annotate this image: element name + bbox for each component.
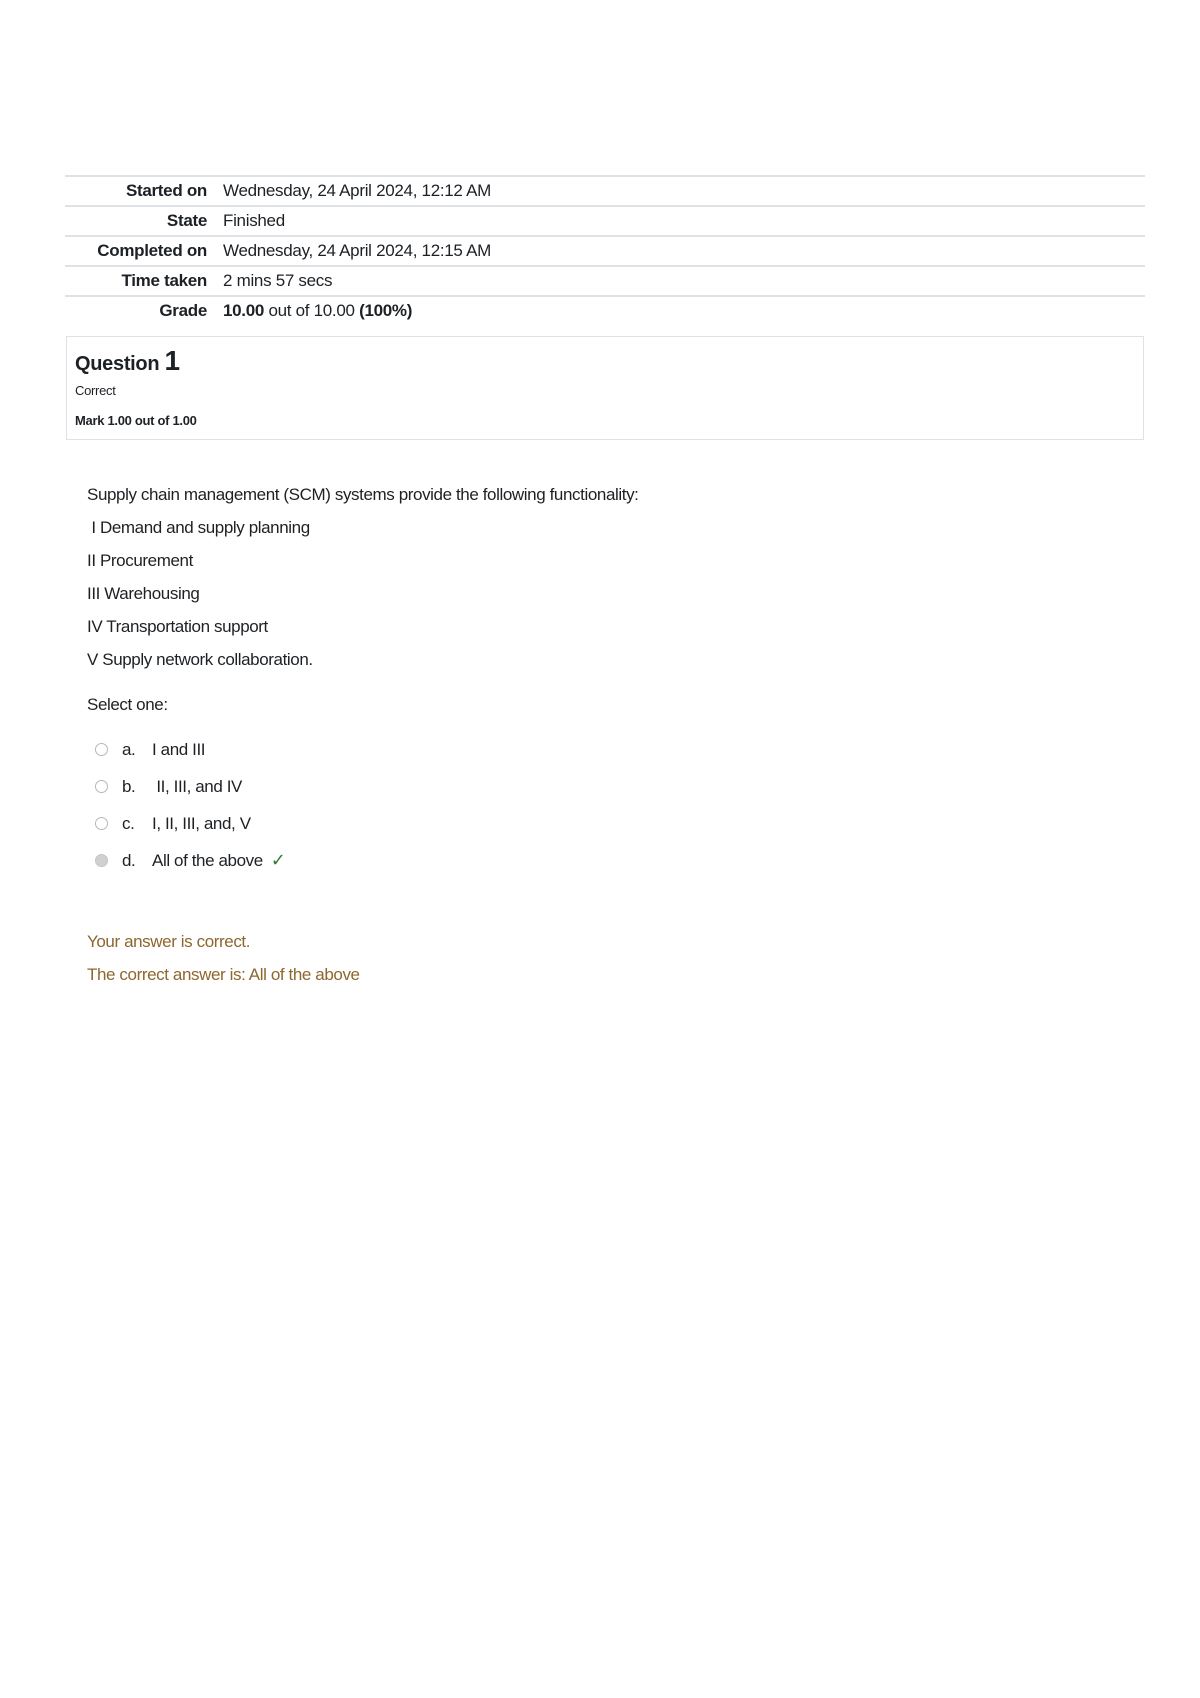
summary-value: Finished: [223, 211, 285, 230]
question-text-line: IV Transportation support: [87, 617, 268, 636]
radio-button[interactable]: [95, 817, 108, 830]
question-text-line: Supply chain management (SCM) systems provide the following functionality:: [87, 485, 639, 504]
question-state: Correct: [75, 383, 116, 398]
question-text: [87, 483, 639, 681]
radio-button-selected[interactable]: [95, 854, 108, 867]
question-title-label: Question: [75, 353, 160, 375]
right-answer: The correct answer is: All of the above: [87, 965, 360, 984]
question-number: 1: [164, 345, 180, 376]
answer-option-c[interactable]: [95, 805, 285, 842]
question-info-box: [66, 336, 1144, 440]
summary-label: Grade: [159, 301, 207, 320]
option-letter: a.: [122, 739, 136, 759]
radio-button[interactable]: [95, 780, 108, 793]
question-text-line: V Supply network collaboration.: [87, 650, 313, 669]
option-letter: b.: [122, 776, 136, 796]
option-letter: c.: [122, 813, 135, 833]
specific-feedback: Your answer is correct.: [87, 932, 251, 951]
summary-row-time-taken: [65, 265, 1145, 295]
option-letter: d.: [122, 850, 136, 870]
summary-label: Completed on: [97, 241, 207, 260]
select-one-prompt: Select one:: [87, 695, 168, 714]
question-text-line: III Warehousing: [87, 584, 200, 603]
summary-label: Started on: [125, 181, 207, 200]
option-text: I and III: [152, 739, 206, 759]
summary-value: 2 mins 57 secs: [223, 271, 333, 290]
grade-out-of: out of 10.00: [264, 301, 360, 320]
question-text-line: II Procurement: [87, 551, 193, 570]
question-mark: Mark 1.00 out of 1.00: [75, 413, 197, 428]
summary-label: Time taken: [121, 271, 207, 290]
summary-row-completed: [65, 235, 1145, 265]
answer-options: [95, 731, 285, 879]
summary-row-started: [65, 175, 1145, 205]
question-text-line: I Demand and supply planning: [87, 518, 310, 537]
answer-option-d[interactable]: [95, 842, 285, 879]
check-icon: ✓: [270, 850, 286, 870]
question-title: [75, 345, 180, 377]
summary-value: Wednesday, 24 April 2024, 12:15 AM: [223, 241, 491, 260]
option-text: All of the above: [152, 850, 263, 870]
summary-row-state: [65, 205, 1145, 235]
grade-percent: (100%): [359, 301, 413, 320]
answer-option-a[interactable]: [95, 731, 285, 768]
radio-button[interactable]: [95, 743, 108, 756]
answer-option-b[interactable]: [95, 768, 285, 805]
summary-row-grade: [65, 295, 1145, 325]
summary-value: Wednesday, 24 April 2024, 12:12 AM: [223, 181, 491, 200]
grade-value: [223, 301, 412, 321]
summary-label: State: [166, 211, 207, 230]
feedback: [87, 930, 360, 996]
option-text: I, II, III, and, V: [152, 813, 251, 833]
grade-score: 10.00: [223, 301, 265, 320]
option-text: II, III, and IV: [152, 776, 242, 796]
attempt-summary-table: [65, 175, 1145, 325]
